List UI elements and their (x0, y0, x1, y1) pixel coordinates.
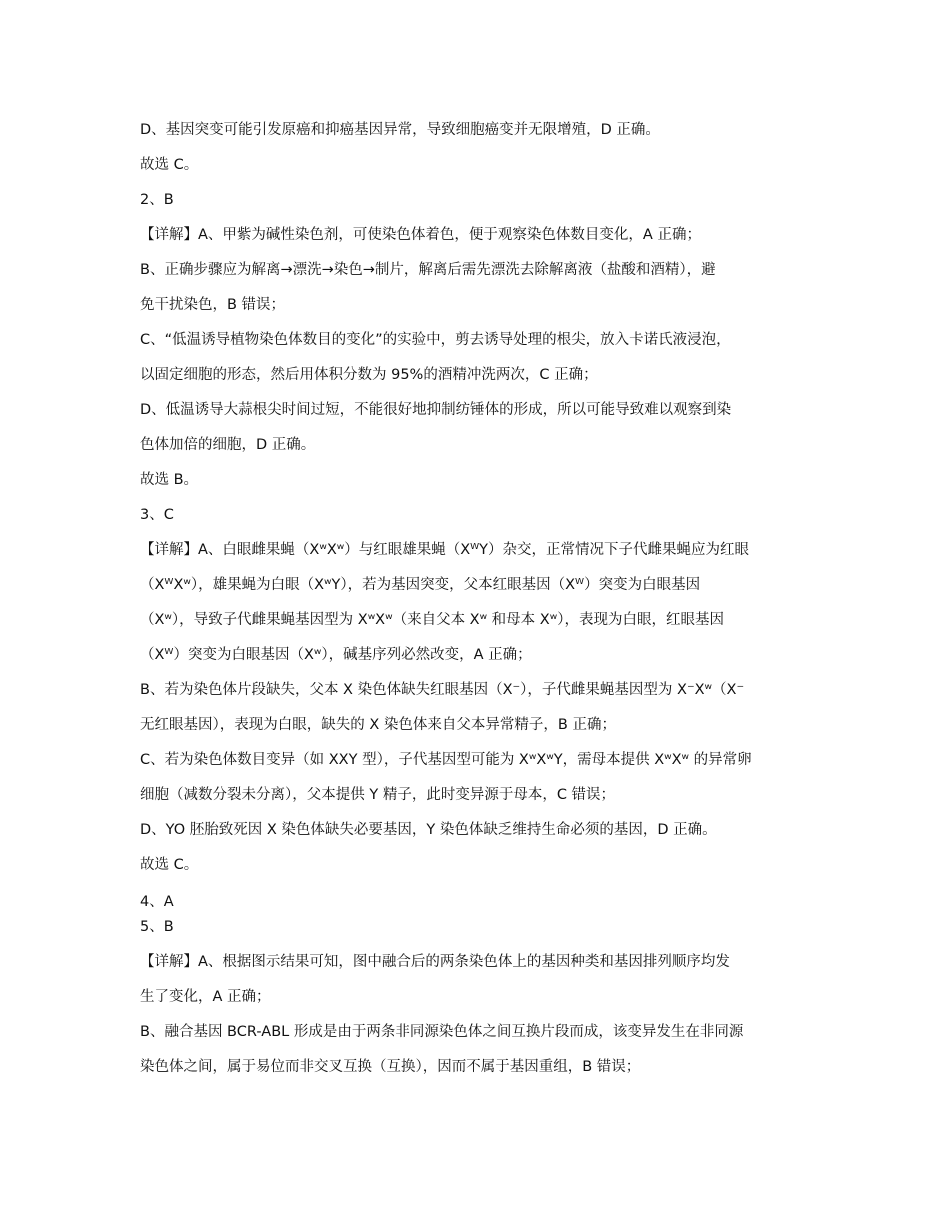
text-line: 染色体之间，属于易位而非交叉互换（互换），因而不属于基因重组，B 错误； (140, 1059, 641, 1075)
text-line: 故选 B。 (140, 472, 199, 488)
text-line: B、正确步骤应为解离→漂洗→染色→制片，解离后需先漂洗去除解离液（盐酸和酒精），避 (140, 262, 716, 278)
text-line: D、基因突变可能引发原癌和抑癌基因异常，导致细胞癌变并无限增殖，D 正确。 (140, 122, 660, 138)
text-line: （XᵂXʷ），雄果蝇为白眼（XʷY），若为基因突变，父本红眼基因（Xᵂ）突变为白眼基因 (140, 577, 701, 593)
text-line: 3、C (140, 507, 174, 523)
document-page (140, 0, 820, 1230)
text-line: 以固定细胞的形态，然后用体积分数为 95%的酒精冲洗两次，C 正确； (140, 367, 598, 383)
text-line: 细胞（减数分裂未分离），父本提供 Y 精子，此时变异源于母本，C 错误； (140, 787, 616, 803)
text-line: 【详解】A、白眼雌果蝇（XʷXʷ）与红眼雄果蝇（XᵂY）杂交，正常情况下子代雌果蝇应为红眼 (140, 542, 750, 558)
text-line: 【详解】A、甲紫为碱性染色剂，可使染色体着色，便于观察染色体数目变化，A 正确； (140, 227, 701, 243)
text-line: 2、B (140, 192, 174, 208)
text-line: 无红眼基因），表现为白眼，缺失的 X 染色体来自父本异常精子，B 正确； (140, 717, 616, 733)
text-line: C、若为染色体数目变异（如 XXY 型），子代基因型可能为 XʷXʷY，需母本提供 XʷXʷ 的异常卵 (140, 752, 752, 768)
text-line: 【详解】A、根据图示结果可知，图中融合后的两条染色体上的基因种类和基因排列顺序均发 (140, 954, 730, 970)
text-line: 5、B (140, 919, 174, 935)
text-line: （Xᵂ）突变为白眼基因（Xʷ），碱基序列必然改变，A 正确； (140, 647, 532, 663)
text-line: （Xʷ），导致子代雌果蝇基因型为 XʷXʷ（来自父本 Xʷ 和母本 Xʷ），表现为白眼，红眼基因 (140, 612, 724, 628)
text-line: 故选 C。 (140, 157, 199, 173)
text-line: D、低温诱导大蒜根尖时间过短，不能很好地抑制纺锤体的形成，所以可能导致难以观察到染 (140, 402, 732, 418)
text-line: B、若为染色体片段缺失，父本 X 染色体缺失红眼基因（X⁻），子代雌果蝇基因型为 X⁻Xʷ（X⁻ (140, 682, 745, 698)
text-line: 生了变化，A 正确； (140, 989, 271, 1005)
text-line: B、融合基因 BCR-ABL 形成是由于两条非同源染色体之间互换片段而成，该变异发生在非同源 (140, 1024, 744, 1040)
text-line: 色体加倍的细胞，D 正确。 (140, 437, 316, 453)
text-line: C、“低温诱导植物染色体数目的变化”的实验中，剪去诱导处理的根尖，放入卡诺氏液浸泡， (140, 332, 731, 348)
text-line: D、YO 胚胎致死因 X 染色体缺失必要基因，Y 染色体缺乏维持生命必须的基因，D 正确。 (140, 822, 717, 838)
text-line: 4、A (140, 894, 174, 910)
text-line: 免干扰染色，B 错误； (140, 297, 286, 313)
text-line: 故选 C。 (140, 857, 199, 873)
